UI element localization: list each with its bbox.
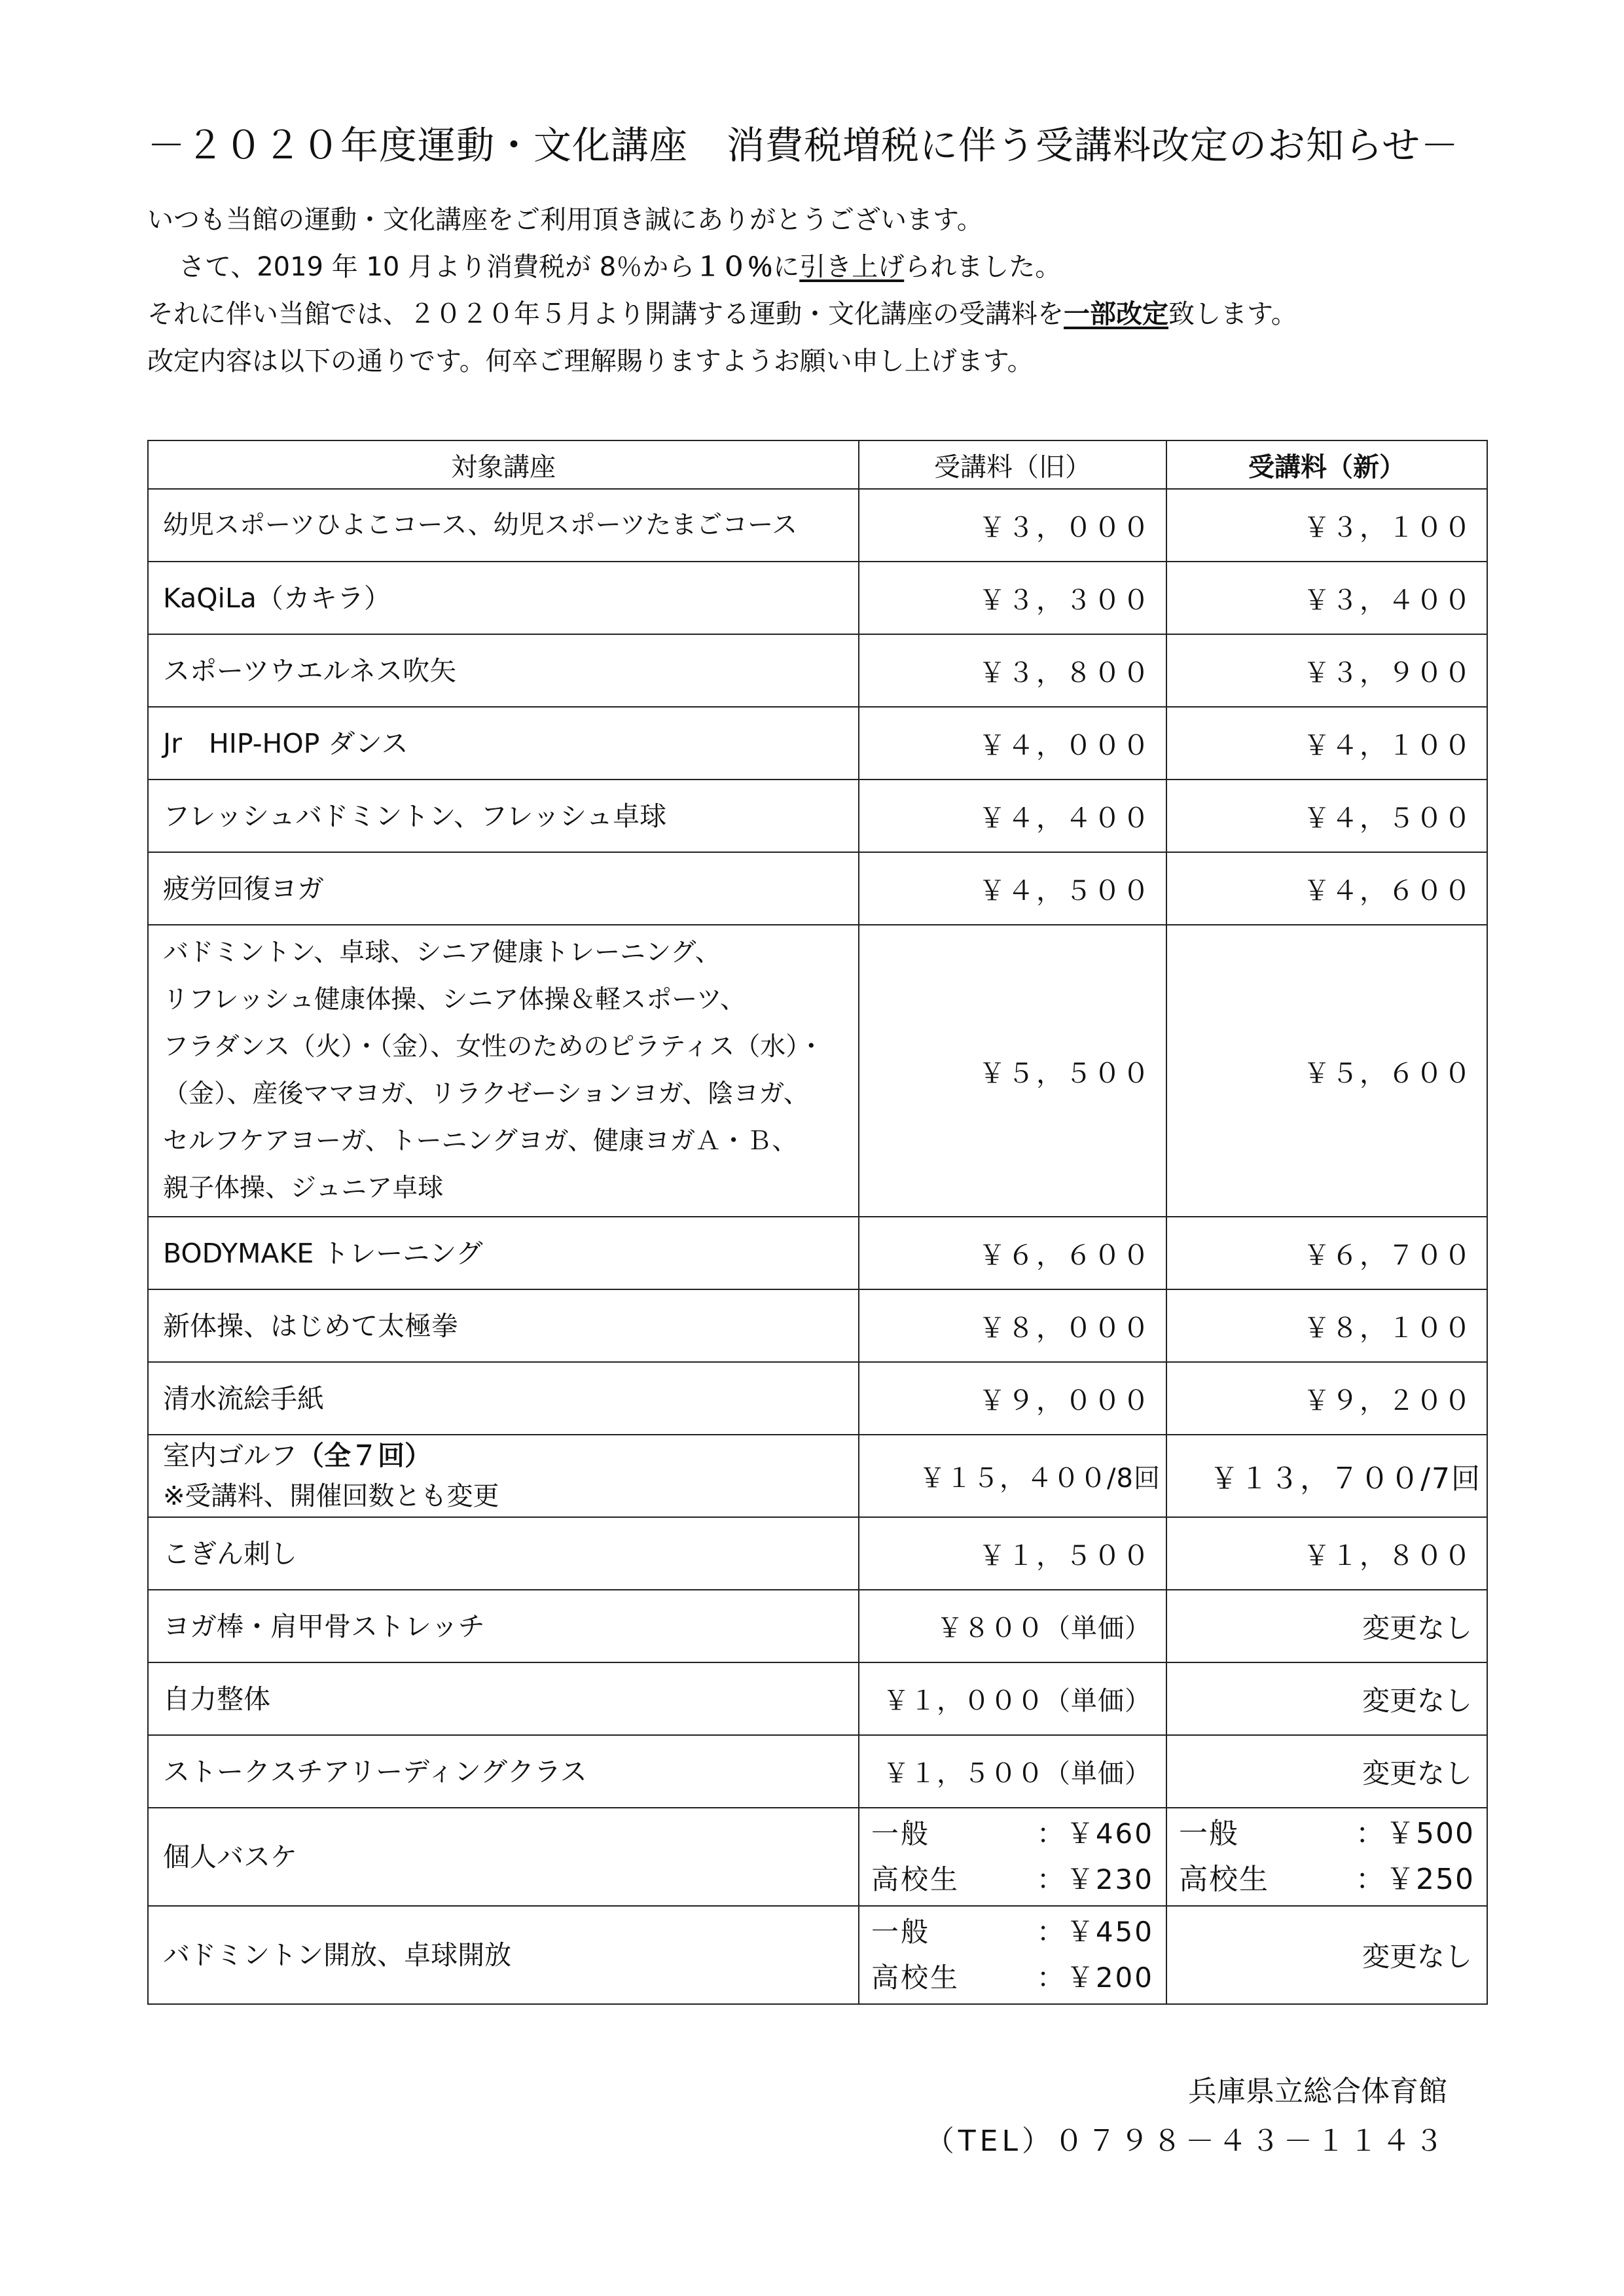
table-row: [148, 1517, 1487, 1590]
course-name: フレッシュバドミントン、フレッシュ卓球: [148, 780, 859, 852]
new-fee: ￥９，２００: [1166, 1362, 1487, 1435]
table-row: [148, 852, 1487, 925]
course-line: （金）、産後ママヨガ、リラクゼーションヨガ、陰ヨガ、: [163, 1079, 809, 1109]
fee-student: [871, 1955, 1154, 2001]
old-fee: ￥４，５００: [859, 852, 1166, 925]
intro-line-3: [147, 291, 1535, 338]
course-name-multiline: [148, 925, 859, 1217]
course-name: ヨガ棒・肩甲骨ストレッチ: [148, 1590, 859, 1662]
course-name: 室内ゴルフ: [163, 1440, 297, 1471]
old-fee: ￥４，０００: [859, 707, 1166, 780]
fee-value: ：￥250: [1356, 1863, 1475, 1896]
new-fee: 変更なし: [1166, 1735, 1487, 1808]
course-name: 清水流絵手紙: [148, 1362, 859, 1435]
course-sessions: （全７回）: [297, 1440, 431, 1471]
fee-table: [147, 440, 1488, 2005]
course-title-line: [163, 1435, 844, 1476]
new-fee: ￥３，４００: [1166, 562, 1487, 634]
course-name: 個人バスケ: [148, 1808, 859, 1906]
table-row: [148, 1662, 1487, 1735]
fee-label: 高校生: [871, 1863, 960, 1895]
intro-line-3-partial: 一部改定: [1064, 299, 1168, 329]
intro-line-2-raise: 引き上げ: [799, 252, 905, 282]
old-fee: ￥３，０００: [859, 489, 1166, 562]
fee-label: 一般: [1179, 1817, 1239, 1850]
fee-label: 高校生: [871, 1962, 960, 1994]
new-fee: 変更なし: [1166, 1662, 1487, 1735]
table-row: [148, 1362, 1487, 1435]
course-name: 幼児スポーツひよこコース、幼児スポーツたまごコース: [148, 489, 859, 562]
course-name-golf: [148, 1435, 859, 1517]
new-fee: ￥４，１００: [1166, 707, 1487, 780]
fee-general: [871, 1909, 1154, 1955]
course-name: 自力整体: [148, 1662, 859, 1735]
course-name: バドミントン開放、卓球開放: [148, 1906, 859, 2004]
course-name: KaQiLa（カキラ）: [148, 562, 859, 634]
new-fee: ￥４，５００: [1166, 780, 1487, 852]
course-name: ストークスチアリーディングクラス: [148, 1735, 859, 1808]
old-fee: ￥１５，４００/8回: [859, 1435, 1166, 1517]
new-fee: 変更なし: [1166, 1906, 1487, 2004]
header-new-fee: 受講料（新）: [1166, 440, 1487, 489]
intro-line-2-rate: １０％: [695, 252, 774, 282]
intro-line-2-a: さて、2019 年 10 月より消費税が 8％から: [179, 252, 695, 282]
header-old-fee: 受講料（旧）: [859, 440, 1166, 489]
course-line: バドミントン、卓球、シニア健康トレーニング、: [163, 938, 721, 967]
intro-line-4: 改定内容は以下の通りです。何卒ご理解賜りますようお願い申し上げます。: [147, 346, 1034, 376]
table-row: [148, 1906, 1487, 2004]
old-fee: ￥１，５００: [859, 1517, 1166, 1590]
table-row: [148, 562, 1487, 634]
table-row: [148, 1735, 1487, 1808]
old-fee: ￥１，５００（単価）: [859, 1735, 1166, 1808]
course-line: セルフケアヨーガ、トーニングヨガ、健康ヨガＡ・Ｂ、: [163, 1126, 798, 1156]
intro-line-3-a: それに伴い当館では、２０２０年５月より開講する運動・文化講座の受講料を: [147, 299, 1064, 329]
course-name: Jr HIP-HOP ダンス: [148, 707, 859, 780]
old-fee: ￥１，０００（単価）: [859, 1662, 1166, 1735]
table-row: [148, 634, 1487, 707]
fee-value: ：￥230: [1036, 1863, 1154, 1895]
table-row: [148, 925, 1487, 1217]
new-fee: ￥３，１００: [1166, 489, 1487, 562]
fee-value: ：￥500: [1356, 1817, 1475, 1850]
old-fee: ￥３，３００: [859, 562, 1166, 634]
page-title: －２０２０年度運動・文化講座 消費税増税に伴う受講料改定のお知らせ－: [147, 123, 1460, 168]
old-fee: ￥８００（単価）: [859, 1590, 1166, 1662]
intro-line-2-e: られました。: [904, 252, 1062, 282]
fee-label: 一般: [871, 1818, 931, 1850]
old-fee: ￥４，４００: [859, 780, 1166, 852]
table-header-row: [148, 440, 1487, 489]
new-fee: 変更なし: [1166, 1590, 1487, 1662]
course-line: リフレッシュ健康体操、シニア体操＆軽スポーツ、: [163, 985, 746, 1014]
table-row: [148, 1808, 1487, 1906]
course-name: 疲労回復ヨガ: [148, 852, 859, 925]
old-fee: ￥６，６００: [859, 1217, 1166, 1289]
new-fee: ￥３，９００: [1166, 634, 1487, 707]
intro-line-2: [147, 243, 1535, 291]
old-fee: ￥８，０００: [859, 1289, 1166, 1362]
new-fee: ￥４，６００: [1166, 852, 1487, 925]
old-fee-split: [859, 1808, 1166, 1906]
new-fee: ￥６，７００: [1166, 1217, 1487, 1289]
fee-student: [1179, 1857, 1475, 1903]
new-fee: ￥１３，７００/7回: [1166, 1435, 1487, 1517]
table-row: [148, 1590, 1487, 1662]
intro-line-2-c: に: [773, 252, 800, 282]
course-line: フラダンス（火）・（金）、女性のためのピラティス（水）・: [163, 1032, 824, 1062]
course-name: スポーツウエルネス吹矢: [148, 634, 859, 707]
fee-label: 一般: [871, 1916, 931, 1948]
fee-student: [871, 1857, 1154, 1903]
new-fee: ￥５，６００: [1166, 925, 1487, 1217]
table-row: [148, 1289, 1487, 1362]
footer-contact: [926, 2067, 1447, 2166]
table-row: [148, 1217, 1487, 1289]
new-fee-split: [1166, 1808, 1487, 1906]
course-name: BODYMAKE トレーニング: [148, 1217, 859, 1289]
fee-value: ：￥200: [1036, 1962, 1154, 1994]
old-fee: ￥３，８００: [859, 634, 1166, 707]
organization-name: 兵庫県立総合体育館: [1188, 2075, 1447, 2108]
fee-value: ：￥460: [1036, 1818, 1154, 1850]
new-fee: ￥８，１００: [1166, 1289, 1487, 1362]
old-fee: ￥５，５００: [859, 925, 1166, 1217]
course-name: こぎん刺し: [148, 1517, 859, 1590]
fee-general: [1179, 1811, 1475, 1857]
course-line: 親子体操、ジュニア卓球: [163, 1174, 444, 1203]
old-fee: ￥９，０００: [859, 1362, 1166, 1435]
intro-line-1: いつも当館の運動・文化講座をご利用頂き誠にありがとうございます。: [147, 205, 983, 235]
course-note: ※受講料、開催回数とも変更: [163, 1481, 499, 1511]
new-fee: ￥１，８００: [1166, 1517, 1487, 1590]
course-name: 新体操、はじめて太極拳: [148, 1289, 859, 1362]
table-row: [148, 780, 1487, 852]
old-fee-split: [859, 1906, 1166, 2004]
table-row: [148, 707, 1487, 780]
table-row: [148, 489, 1487, 562]
fee-general: [871, 1811, 1154, 1857]
intro-paragraph: [147, 196, 1535, 385]
fee-value: ：￥450: [1036, 1916, 1154, 1948]
intro-line-3-c: 致します。: [1168, 299, 1297, 329]
telephone: （TEL）０７９８－４３－１１４３: [925, 2125, 1447, 2158]
header-course: 対象講座: [148, 440, 859, 489]
table-row: [148, 1435, 1487, 1517]
fee-label: 高校生: [1179, 1863, 1269, 1896]
